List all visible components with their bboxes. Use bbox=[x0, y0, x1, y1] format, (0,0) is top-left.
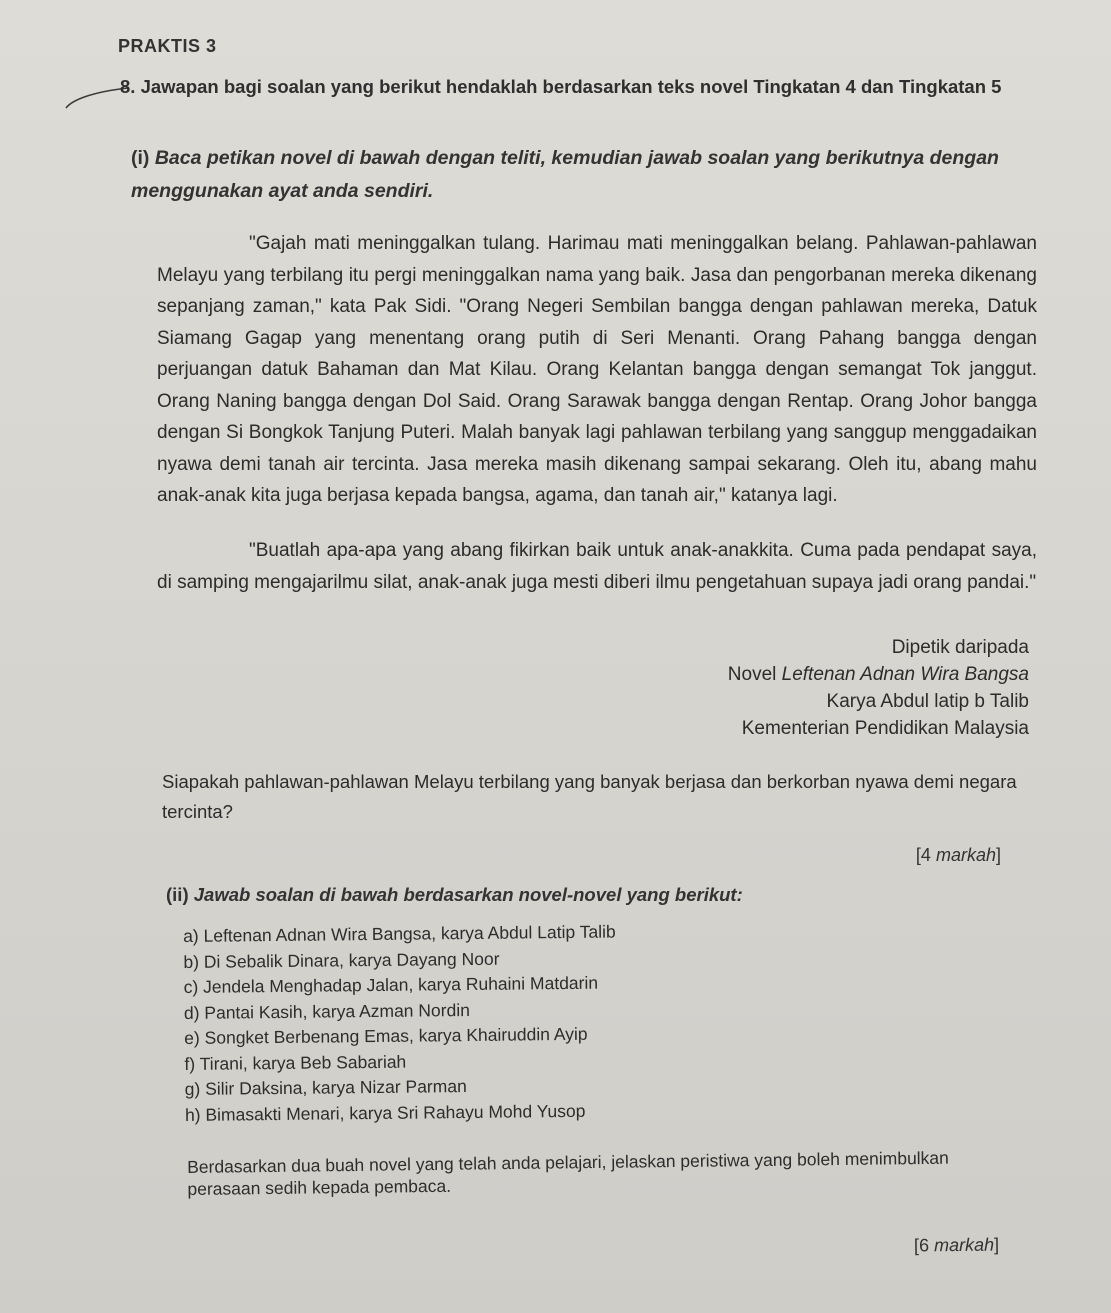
source-line-3: Karya Abdul latip b Talib bbox=[826, 691, 1029, 712]
section-ii-label: (ii) bbox=[166, 884, 189, 905]
passage-paragraph-2-text: "Buatlah apa-apa yang abang fikirkan baik untuk anak-anakkita. Cuma pada pendapat saya, di samping mengajarilmu silat, anak-anak juga mesti diberi ilmu pengetahuan supaya jadi orang pandai." bbox=[157, 540, 1037, 593]
list-item: b) Di Sebalik Dinara, karya Dayang Noor bbox=[183, 948, 500, 972]
list-item: g) Silir Daksina, karya Nizar Parman bbox=[184, 1076, 467, 1099]
section-i-marks-value: 4 bbox=[920, 845, 931, 865]
section-ii-question: Berdasarkan dua buah novel yang telah anda pelajari, jelaskan peristiwa yang boleh menimbulkan perasaan sedih kepada pembaca. bbox=[187, 1147, 949, 1199]
list-item: a) Leftenan Adnan Wira Bangsa, karya Abdul Latip Talib bbox=[183, 921, 616, 946]
section-i-instruction-text: Baca petikan novel di bawah dengan teliti, kemudian jawab soalan yang berikutnya dengan menggunakan ayat anda sendiri. bbox=[131, 147, 999, 202]
passage-paragraph-1 bbox=[157, 228, 1037, 512]
section-ii-marks: [6 markah] bbox=[913, 1234, 1000, 1256]
section-i-question: Siapakah pahlawan-pahlawan Melayu terbilang yang banyak berjasa dan berkorban nyawa demi negara tercinta? bbox=[162, 771, 1017, 822]
source-novel-title: Leftenan Adnan Wira Bangsa bbox=[781, 664, 1029, 685]
passage-paragraph-2 bbox=[157, 535, 1037, 598]
section-i-marks-unit: markah bbox=[935, 845, 996, 865]
question-instruction bbox=[120, 76, 1001, 98]
source-line-4: Kementerian Pendidikan Malaysia bbox=[741, 718, 1029, 739]
section-i-instruction bbox=[131, 142, 1041, 208]
list-item: f) Tirani, karya Beb Sabariah bbox=[184, 1051, 407, 1074]
section-ii-instruction bbox=[166, 884, 743, 906]
passage-source bbox=[728, 634, 1029, 742]
section-i-label: (i) bbox=[131, 147, 150, 169]
section-ii-marks-value: 6 bbox=[918, 1235, 930, 1256]
list-item: h) Bimasakti Menari, karya Sri Rahayu Mohd Yusop bbox=[184, 1100, 586, 1125]
section-ii-instruction-text: Jawab soalan di bawah berdasarkan novel-novel yang berikut: bbox=[193, 884, 743, 905]
list-item: c) Jendela Menghadap Jalan, karya Ruhaini Matdarin bbox=[183, 972, 599, 997]
section-i-marks: [4 markah] bbox=[915, 845, 1001, 865]
passage-paragraph-1-text: "Gajah mati meninggalkan tulang. Harimau mati meninggalkan belang. Pahlawan-pahlawan Melayu yang terbilang itu pergi meninggalkan nama yang baik. Jasa dan pengorbanan mereka dikenang sepanjang zaman," kata Pak Sidi. "Orang Negeri Sembilan bangga dengan pahlawan mereka, Datuk Siamang Gagap yang menentang orang putih di Seri Menanti. Orang Pahang bangga dengan perjuangan datuk Bahaman dan Mat Kilau. Orang Kelantan bangga dengan semangat Tok janggut. Orang Naning bangga dengan Dol Said. Orang Sarawak bangga dengan Rentap. Orang Johor bangga dengan Si Bongkok Tanjung Puteri. Malah banyak lagi pahlawan terbilang yang sanggup menggadaikan nyawa demi tanah air tercinta. Jasa mereka masih dikenang sampai sekarang. Oleh itu, abang mahu anak-anak kita juga berjasa kepada bangsa, agama, dan tanah air," katanya lagi. bbox=[157, 233, 1037, 506]
practice-header: PRAKTIS 3 bbox=[118, 36, 217, 56]
section-ii-marks-unit: markah bbox=[933, 1234, 995, 1256]
source-line-1: Dipetik daripada bbox=[891, 637, 1029, 658]
source-prefix: Novel bbox=[727, 664, 777, 685]
list-item: d) Pantai Kasih, karya Azman Nordin bbox=[183, 999, 471, 1023]
source-line-2 bbox=[728, 661, 1029, 688]
question-instruction-text: Jawapan bagi soalan yang berikut hendaklah berdasarkan teks novel Tingkatan 4 dan Tingkatan 5 bbox=[140, 76, 1002, 97]
list-item: e) Songket Berbenang Emas, karya Khairuddin Ayip bbox=[184, 1023, 588, 1048]
novel-list bbox=[183, 919, 618, 1128]
question-number: 8. bbox=[120, 76, 136, 97]
